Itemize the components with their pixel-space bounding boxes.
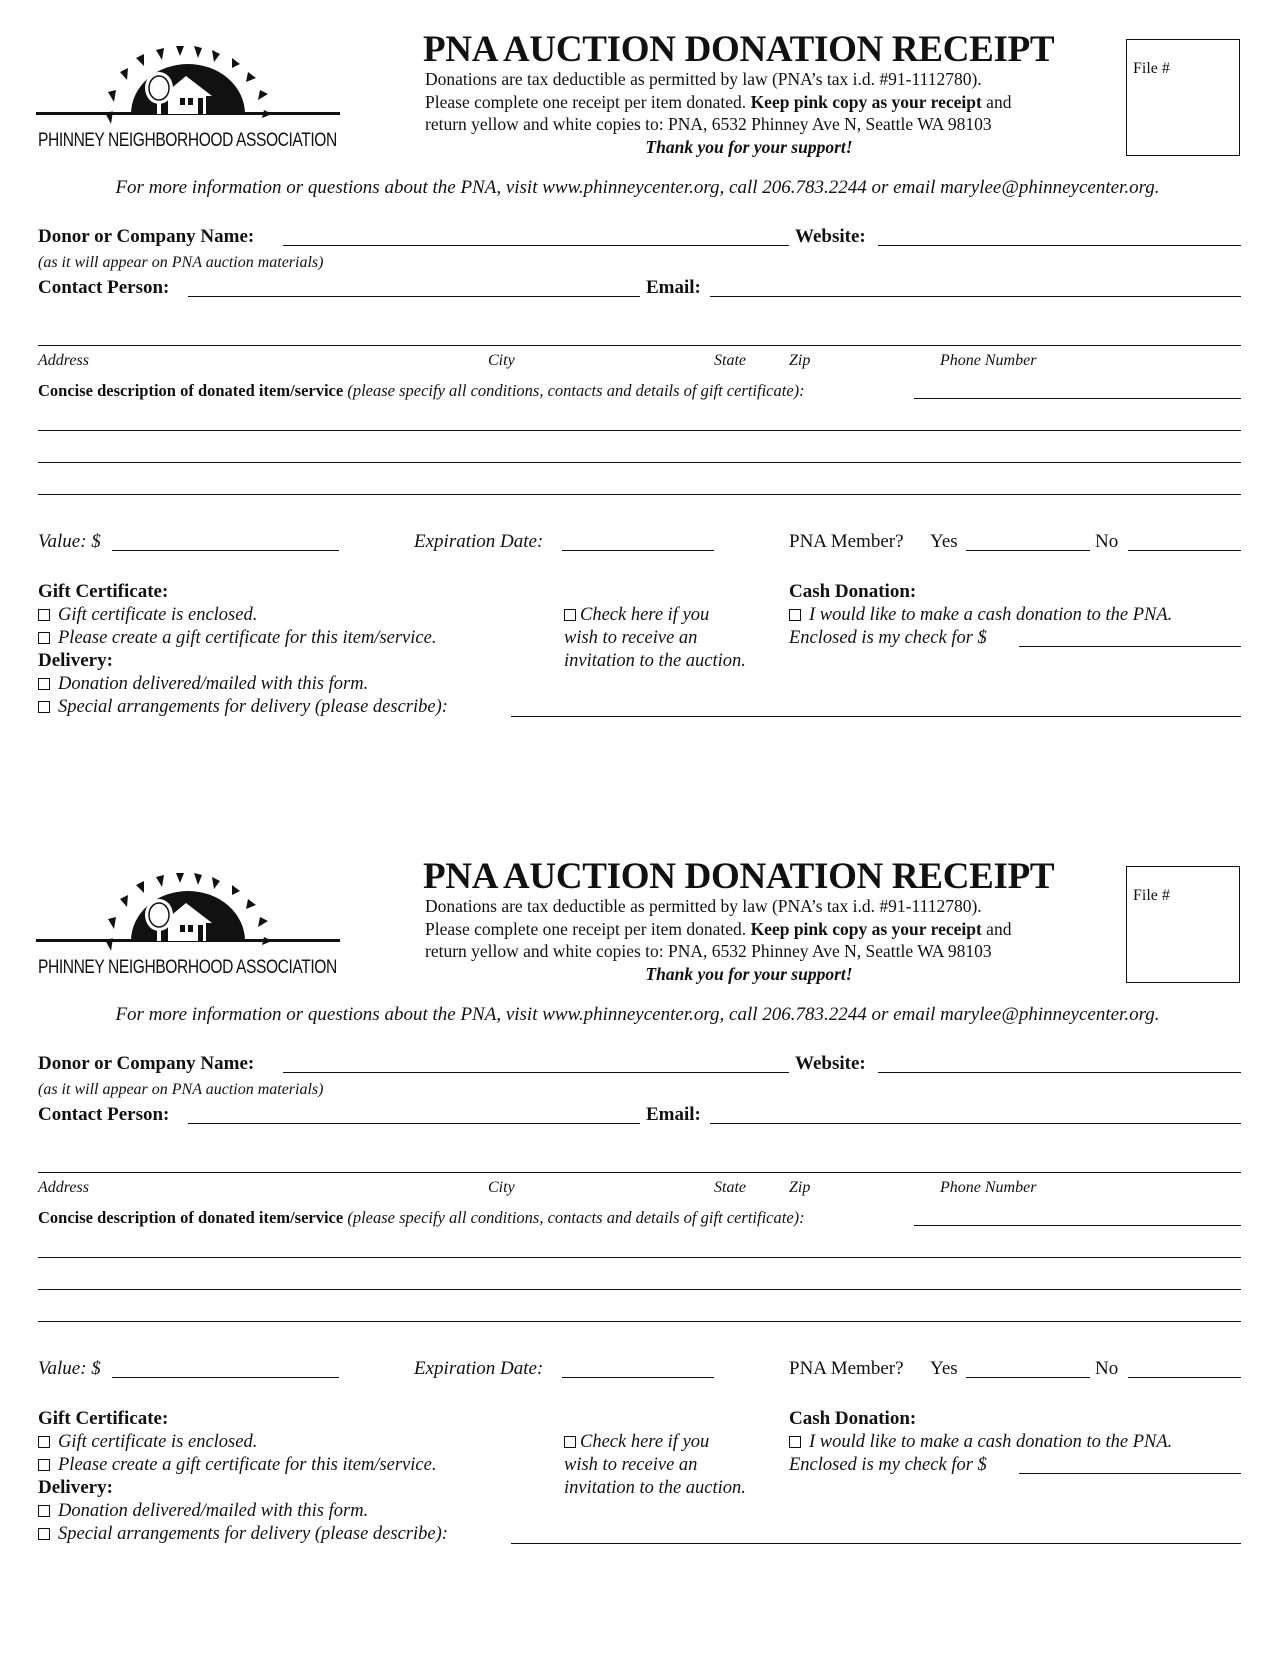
member-yes-label: Yes <box>930 1358 958 1379</box>
delivery-heading: Delivery: <box>38 650 113 671</box>
zip-label: Zip <box>789 352 811 369</box>
address-field[interactable] <box>38 345 1241 346</box>
gift-create-label: Please create a gift certificate for this item/service. <box>58 1455 437 1475</box>
delivery-mailed-option[interactable] <box>38 1500 368 1522</box>
website-field[interactable] <box>878 245 1241 246</box>
description-field-line-2[interactable] <box>38 1257 1241 1258</box>
contact-info: For more information or questions about the PNA, visit www.phinneycenter.org, call 206.783.2244 or email marylee@phinneycenter.org. <box>115 1004 1160 1025</box>
gift-certificate-heading: Gift Certificate: <box>38 1408 169 1429</box>
delivery-special-field[interactable] <box>511 1543 1241 1544</box>
instructions-text-end: and <box>981 919 1012 939</box>
return-address: return yellow and white copies to: PNA, 6532 Phinney Ave N, Seattle WA 98103 <box>425 941 992 961</box>
instructions-bold: Keep pink copy as your receipt <box>750 92 982 112</box>
address-label: Address <box>38 352 89 369</box>
description-label-bold: Concise description of donated item/service <box>38 1208 344 1227</box>
pna-member-label: PNA Member? <box>789 531 904 552</box>
cash-donation-label: I would like to make a cash donation to the PNA. <box>809 605 1173 625</box>
expiration-date-field[interactable] <box>562 550 714 551</box>
value-label: Value: $ <box>38 531 101 552</box>
checkbox[interactable] <box>38 609 50 621</box>
description-field-line-1[interactable] <box>914 1225 1241 1226</box>
phone-label: Phone Number <box>940 1179 1037 1196</box>
value-label: Value: $ <box>38 1358 101 1379</box>
description-note: (please specify all conditions, contacts and details of gift certificate): <box>343 1208 805 1227</box>
gift-create-option[interactable] <box>38 1454 436 1476</box>
instructions-text: Please complete one receipt per item donated. <box>425 919 751 939</box>
website-label: Website: <box>795 1053 866 1074</box>
member-no-label: No <box>1095 1358 1119 1379</box>
donor-name-label: Donor or Company Name: <box>38 1053 255 1074</box>
description-label <box>38 1207 805 1229</box>
checkbox[interactable] <box>38 701 50 713</box>
invitation-label-3: invitation to the auction. <box>564 651 746 671</box>
cash-donation-label: I would like to make a cash donation to the PNA. <box>809 1432 1173 1452</box>
invitation-label-1: Check here if you <box>580 1432 710 1452</box>
gift-certificate-heading: Gift Certificate: <box>38 581 169 602</box>
member-yes-label: Yes <box>930 531 958 552</box>
donation-receipt-form <box>0 827 1275 1654</box>
delivery-special-option[interactable] <box>38 1523 448 1545</box>
description-field-line-4[interactable] <box>38 494 1241 495</box>
cash-donation-heading: Cash Donation: <box>789 1408 917 1429</box>
checkbox[interactable] <box>38 1505 50 1517</box>
phone-label: Phone Number <box>940 352 1037 369</box>
delivery-special-option[interactable] <box>38 696 448 718</box>
instructions-bold: Keep pink copy as your receipt <box>750 919 982 939</box>
cash-donation-option[interactable] <box>789 604 1172 626</box>
checkbox[interactable] <box>789 609 801 621</box>
pna-member-label: PNA Member? <box>789 1358 904 1379</box>
delivery-special-label: Special arrangements for delivery (please describe): <box>58 1524 448 1544</box>
delivery-mailed-label: Donation delivered/mailed with this form. <box>58 674 369 694</box>
donor-name-field[interactable] <box>283 1072 789 1073</box>
donor-name-field[interactable] <box>283 245 789 246</box>
description-field-line-3[interactable] <box>38 462 1241 463</box>
description-label <box>38 380 805 402</box>
contact-person-field[interactable] <box>188 296 640 297</box>
checkbox[interactable] <box>38 1528 50 1540</box>
return-address: return yellow and white copies to: PNA, 6532 Phinney Ave N, Seattle WA 98103 <box>425 114 992 134</box>
city-label: City <box>488 352 515 369</box>
address-label: Address <box>38 1179 89 1196</box>
donor-name-label: Donor or Company Name: <box>38 226 255 247</box>
gift-enclosed-label: Gift certificate is enclosed. <box>58 1432 258 1452</box>
contact-person-field[interactable] <box>188 1123 640 1124</box>
description-note: (please specify all conditions, contacts and details of gift certificate): <box>343 381 805 400</box>
delivery-special-field[interactable] <box>511 716 1241 717</box>
invitation-label-2: wish to receive an <box>564 628 698 648</box>
org-name: PHINNEY NEIGHBORHOOD ASSOCIATION <box>38 130 337 151</box>
address-field[interactable] <box>38 1172 1241 1173</box>
file-number-box[interactable] <box>1126 866 1240 983</box>
delivery-mailed-label: Donation delivered/mailed with this form. <box>58 1501 369 1521</box>
contact-person-label: Contact Person: <box>38 1104 170 1125</box>
website-label: Website: <box>795 226 866 247</box>
city-label: City <box>488 1179 515 1196</box>
delivery-mailed-option[interactable] <box>38 673 368 695</box>
zip-label: Zip <box>789 1179 811 1196</box>
checkbox[interactable] <box>789 1436 801 1448</box>
org-name: PHINNEY NEIGHBORHOOD ASSOCIATION <box>38 957 337 978</box>
form-title: PNA AUCTION DONATION RECEIPT <box>423 29 1055 70</box>
member-no-field[interactable] <box>1128 1377 1241 1378</box>
instructions-text-end: and <box>981 92 1012 112</box>
contact-info: For more information or questions about the PNA, visit www.phinneycenter.org, call 206.783.2244 or email marylee@phinneycenter.org. <box>115 177 1160 198</box>
checkbox[interactable] <box>38 632 50 644</box>
description-label-bold: Concise description of donated item/service <box>38 381 344 400</box>
thank-you: Thank you for your support! <box>645 964 853 984</box>
donor-name-note: (as it will appear on PNA auction materials) <box>38 254 324 271</box>
delivery-heading: Delivery: <box>38 1477 113 1498</box>
invitation-label-1: Check here if you <box>580 605 710 625</box>
instructions-line <box>425 91 1011 113</box>
form-title: PNA AUCTION DONATION RECEIPT <box>423 856 1055 897</box>
description-field-line-2[interactable] <box>38 430 1241 431</box>
thank-you: Thank you for your support! <box>645 137 853 157</box>
value-field[interactable] <box>112 1377 339 1378</box>
email-label: Email: <box>646 277 701 298</box>
delivery-special-label: Special arrangements for delivery (please describe): <box>58 697 448 717</box>
check-amount-field[interactable] <box>1019 646 1241 647</box>
member-yes-field[interactable] <box>966 550 1090 551</box>
state-label: State <box>714 352 746 369</box>
email-field[interactable] <box>710 296 1241 297</box>
checkbox[interactable] <box>38 1436 50 1448</box>
expiration-date-label: Expiration Date: <box>414 1358 544 1379</box>
invitation-label-3: invitation to the auction. <box>564 1478 746 1498</box>
gift-create-label: Please create a gift certificate for this item/service. <box>58 628 437 648</box>
check-amount-field[interactable] <box>1019 1473 1241 1474</box>
checkbox[interactable] <box>38 678 50 690</box>
description-field-line-4[interactable] <box>38 1321 1241 1322</box>
invitation-option[interactable] <box>564 1431 709 1453</box>
state-label: State <box>714 1179 746 1196</box>
website-field[interactable] <box>878 1072 1241 1073</box>
gift-create-option[interactable] <box>38 627 436 649</box>
file-number-box[interactable] <box>1126 39 1240 156</box>
member-no-label: No <box>1095 531 1119 552</box>
file-number-label: File # <box>1133 60 1170 77</box>
gift-enclosed-option[interactable] <box>38 1431 257 1453</box>
donor-name-note: (as it will appear on PNA auction materials) <box>38 1081 324 1098</box>
email-label: Email: <box>646 1104 701 1125</box>
contact-person-label: Contact Person: <box>38 277 170 298</box>
check-amount-label: Enclosed is my check for $ <box>789 1455 987 1475</box>
invitation-option[interactable] <box>564 604 709 626</box>
checkbox[interactable] <box>564 1436 576 1448</box>
instructions-line <box>425 918 1011 940</box>
invitation-label-2: wish to receive an <box>564 1455 698 1475</box>
member-no-field[interactable] <box>1128 550 1241 551</box>
file-number-label: File # <box>1133 887 1170 904</box>
expiration-date-field[interactable] <box>562 1377 714 1378</box>
description-field-line-3[interactable] <box>38 1289 1241 1290</box>
gift-enclosed-option[interactable] <box>38 604 257 626</box>
cash-donation-heading: Cash Donation: <box>789 581 917 602</box>
tax-deductible-note: Donations are tax deductible as permitted by law (PNA’s tax i.d. #91-1112780). <box>425 896 982 916</box>
instructions-text: Please complete one receipt per item donated. <box>425 92 751 112</box>
expiration-date-label: Expiration Date: <box>414 531 544 552</box>
check-amount-label: Enclosed is my check for $ <box>789 628 987 648</box>
gift-enclosed-label: Gift certificate is enclosed. <box>58 605 258 625</box>
checkbox[interactable] <box>564 609 576 621</box>
member-yes-field[interactable] <box>966 1377 1090 1378</box>
value-field[interactable] <box>112 550 339 551</box>
cash-donation-option[interactable] <box>789 1431 1172 1453</box>
description-field-line-1[interactable] <box>914 398 1241 399</box>
email-field[interactable] <box>710 1123 1241 1124</box>
checkbox[interactable] <box>38 1459 50 1471</box>
tax-deductible-note: Donations are tax deductible as permitted by law (PNA’s tax i.d. #91-1112780). <box>425 69 982 89</box>
